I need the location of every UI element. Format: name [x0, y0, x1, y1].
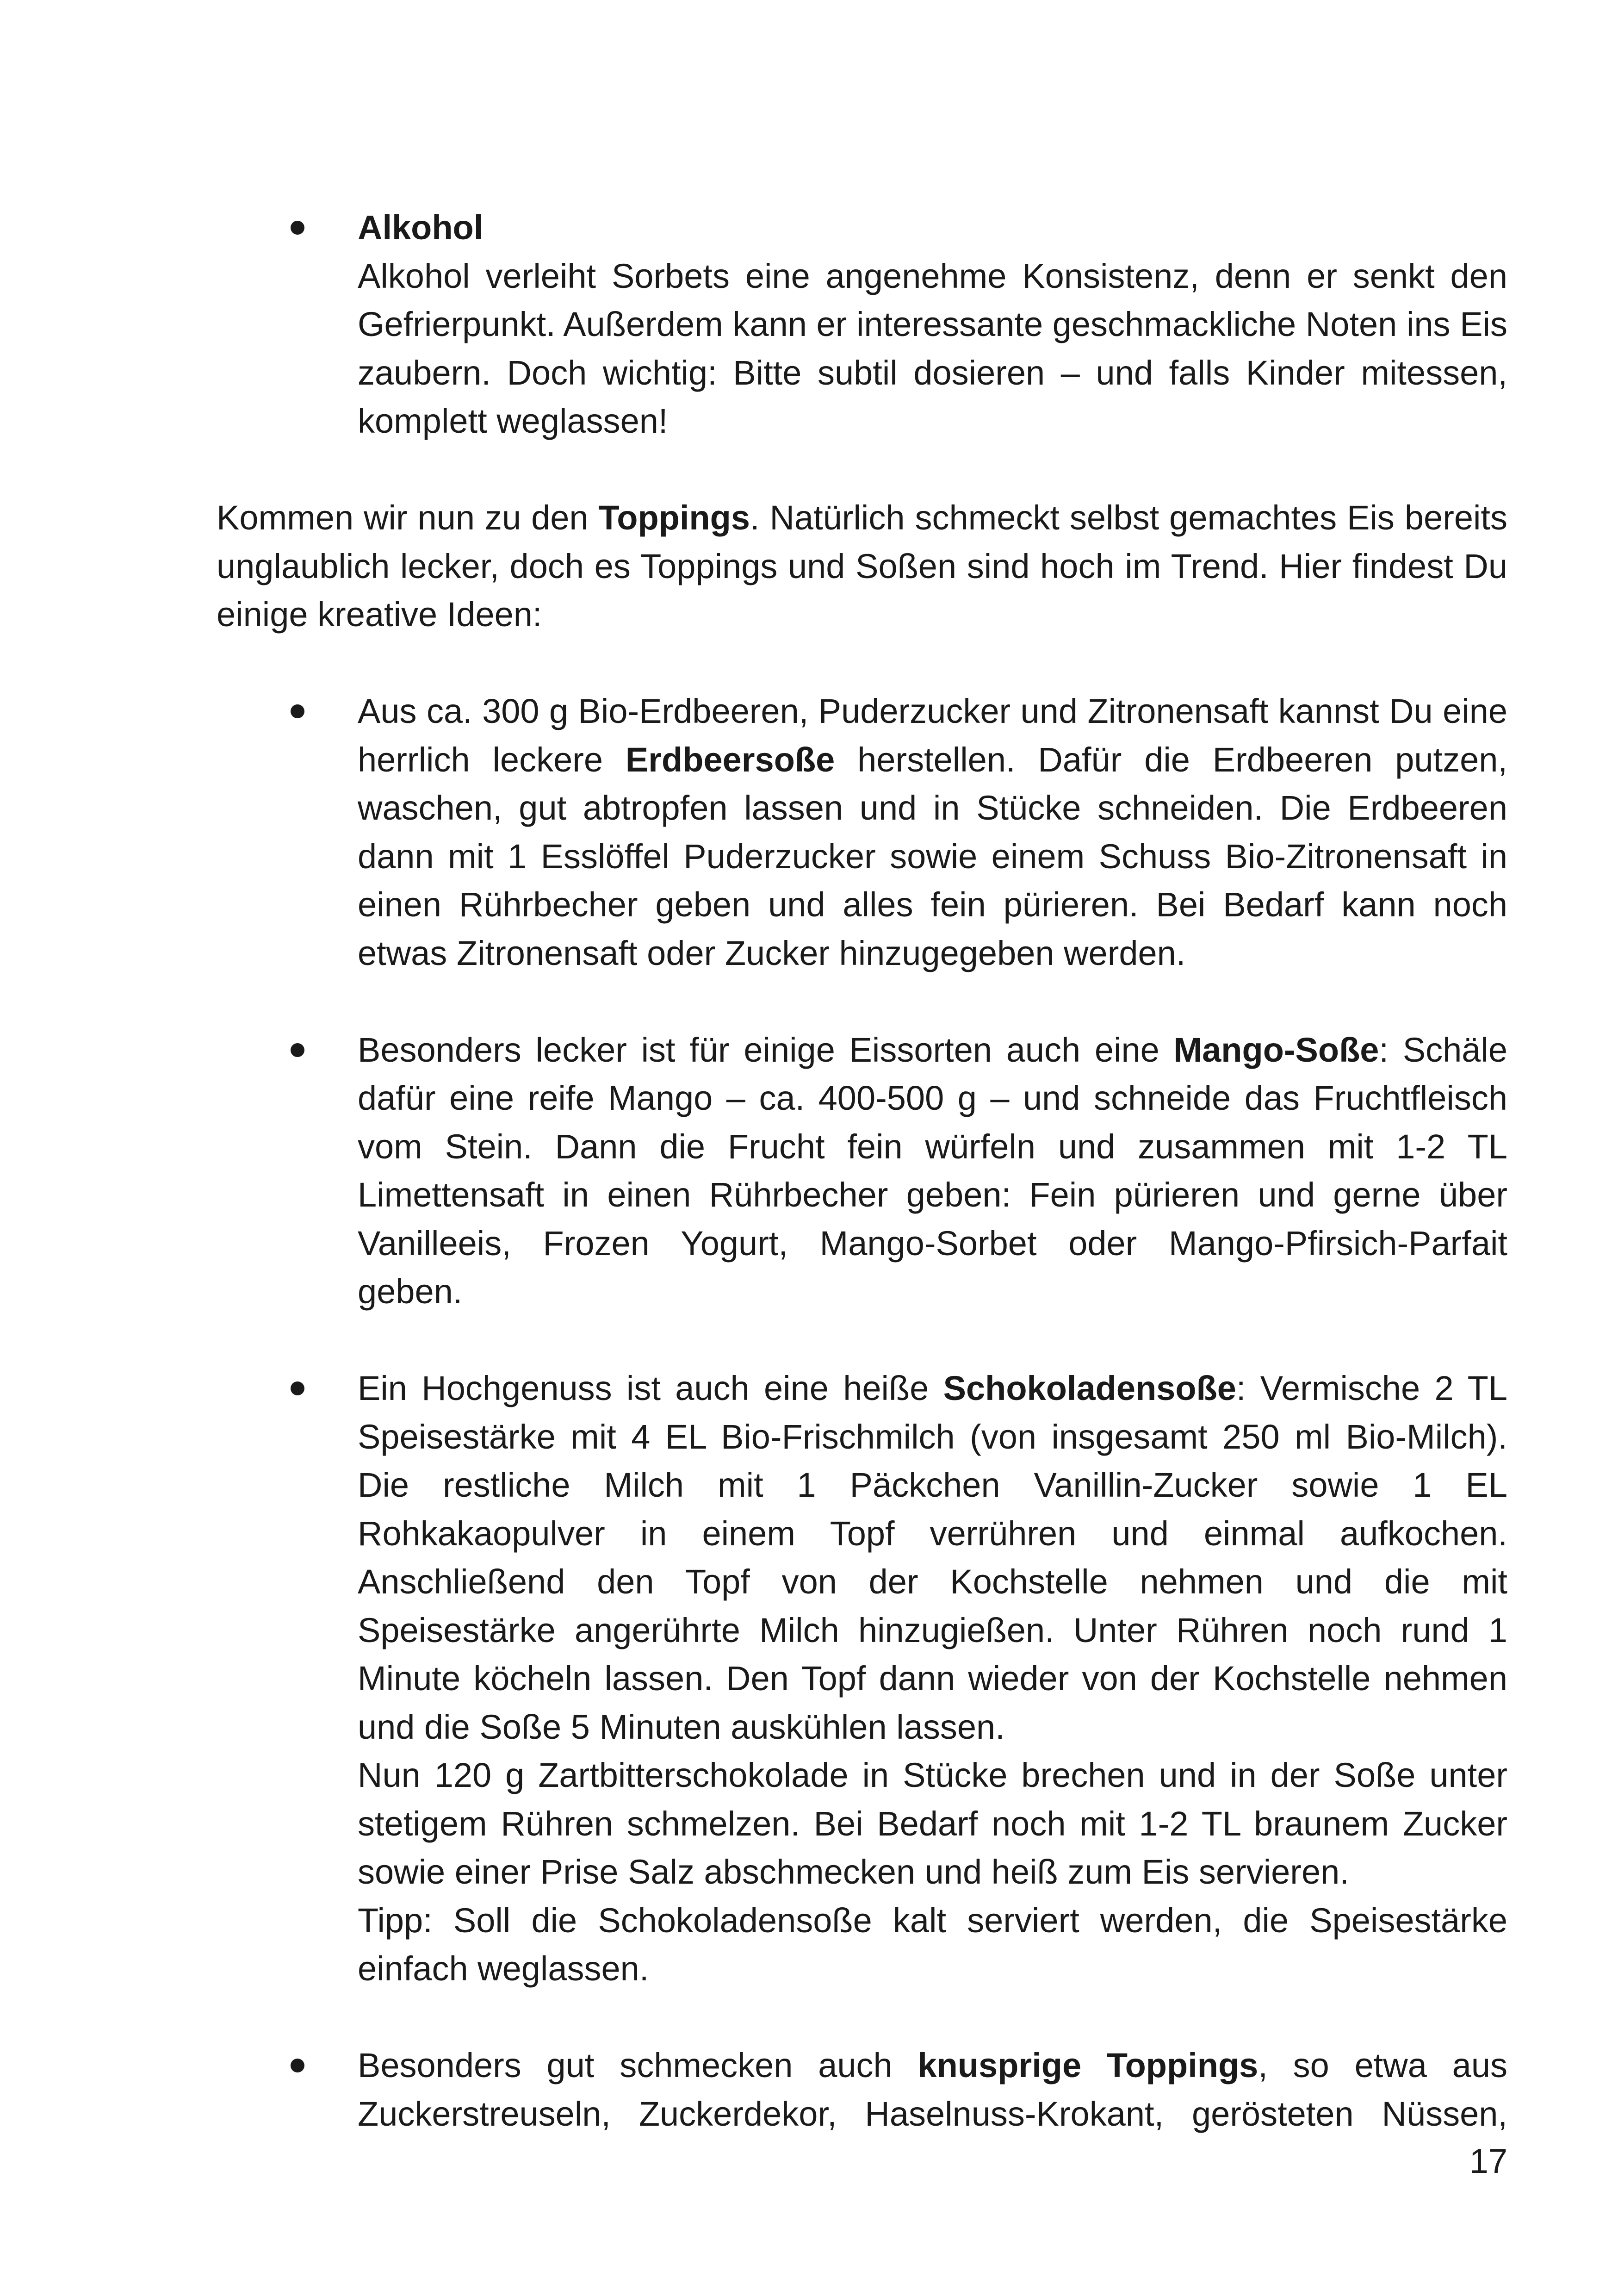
list-item-mangososse: [217, 1026, 1507, 1316]
erdbeer-bold: Erdbeersoße: [625, 740, 835, 779]
bullet-icon: [291, 1381, 304, 1395]
knusprig-text: [358, 2041, 1507, 2138]
spacer: [217, 639, 1507, 688]
spacer: [217, 1316, 1507, 1365]
bullet-icon: [291, 2059, 304, 2072]
schoko-paragraph-2: Nun 120 g Zartbitterschokolade in Stücke brechen und in der Soße unter stetigem Rühren schmelzen. Bei Bedarf noch mit 1-2 TL braunem Zucker sowie einer Prise Salz abschmecken und heiß zum Eis servieren.: [358, 1756, 1507, 1891]
toppings-intro-bold: Toppings: [598, 498, 750, 537]
alkohol-list: [217, 204, 1507, 446]
toppings-intro-before: Kommen wir nun zu den: [217, 498, 599, 537]
mango-after: : Schäle dafür eine reife Mango – ca. 400-500 g – und schneide das Fruchtfleisch vom Stein. Dann die Frucht fein würfeln und zusammen mit 1-2 TL Limettensaft in einen Rührbecher geben: Fein pürieren und gerne über Vanilleeis, Frozen Yogurt, Mango-Sorbet oder Mango-Pfirsich-Parfait geben.: [358, 1030, 1507, 1311]
toppings-list: [217, 687, 1507, 2138]
bullet-icon: [291, 1043, 304, 1057]
alkohol-heading: [358, 204, 1507, 252]
knusprig-bold: knusprige Toppings: [917, 2046, 1258, 2084]
mango-bold: Mango-Soße: [1173, 1030, 1379, 1069]
erdbeer-text: [358, 687, 1507, 977]
erdbeer-after: herstellen. Dafür die Erdbeeren putzen, waschen, gut abtropfen lassen und in Stücke schneiden. Die Erdbeeren dann mit 1 Esslöffel Puderzucker sowie einem Schuss Bio-Zitronensaft in einen Rührbecher geben und alles fein pürieren. Bei Bedarf kann noch etwas Zitronensaft oder Zucker hinzugegeben werden.: [358, 740, 1507, 972]
spacer: [217, 1993, 1507, 2042]
toppings-intro-paragraph: [217, 494, 1507, 639]
spacer: [217, 977, 1507, 1026]
list-item-schokoladensosse: [217, 1364, 1507, 1993]
spacer: [217, 446, 1507, 494]
list-item-erdbeersosse: [217, 687, 1507, 977]
bullet-icon: [291, 704, 304, 718]
schoko-before: Ein Hochgenuss ist auch eine heiße: [358, 1369, 943, 1407]
knusprig-before: Besonders gut schmecken auch: [358, 2046, 918, 2084]
schoko-after: : Vermische 2 TL Speisestärke mit 4 EL Bio-Frischmilch (von insgesamt 250 ml Bio-Milch). Die restliche Milch mit 1 Päckchen Vanillin-Zucker sowie 1 EL Rohkakaopulver in einem Topf verrühren und einmal aufkochen. Anschließend den Topf von der Kochstelle nehmen und die mit Speisestärke angerührte Milch hinzugießen. Unter Rühren noch rund 1 Minute köcheln lassen. Den Topf dann wieder von der Kochstelle nehmen und die Soße 5 Minuten auskühlen lassen.: [358, 1369, 1507, 1746]
mango-text: [358, 1026, 1507, 1316]
schoko-text: [358, 1364, 1507, 1751]
alkohol-text: Alkohol verleiht Sorbets eine angenehme Konsistenz, denn er senkt den Gefrierpunkt. Außerdem kann er interessante geschmackliche Noten ins Eis zaubern. Doch wichtig: Bitte subtil dosieren – und falls Kinder mitessen, komplett weglassen!: [358, 256, 1507, 440]
schoko-bold: Schokoladensoße: [943, 1369, 1236, 1407]
mango-before: Besonders lecker ist für einige Eissorten auch eine: [358, 1030, 1174, 1069]
bullet-icon: [291, 221, 304, 235]
toppings-intro-after: . Natürlich schmeckt selbst gemachtes Eis bereits unglaublich lecker, doch es Toppings und Soßen sind hoch im Trend. Hier findest Du einige kreative Ideen:: [217, 498, 1507, 634]
knusprig-after: , so etwa aus Zuckerstreuseln, Zuckerdekor, Haselnuss-Krokant, gerösteten Nüssen,: [358, 2046, 1507, 2133]
list-item-alkohol: [217, 204, 1507, 446]
schoko-tipp: Tipp: Soll die Schokoladensoße kalt serviert werden, die Speisestärke einfach weglassen.: [358, 1901, 1507, 1988]
page-number: 17: [1469, 2142, 1507, 2180]
page-content: [217, 204, 1507, 2138]
erdbeer-before: Aus ca. 300 g Bio-Erdbeeren, Puderzucker und Zitronensaft kannst Du eine herrlich leckere: [358, 692, 1507, 779]
list-item-knusprige-toppings: [217, 2041, 1507, 2138]
alkohol-title: Alkohol: [358, 208, 484, 247]
